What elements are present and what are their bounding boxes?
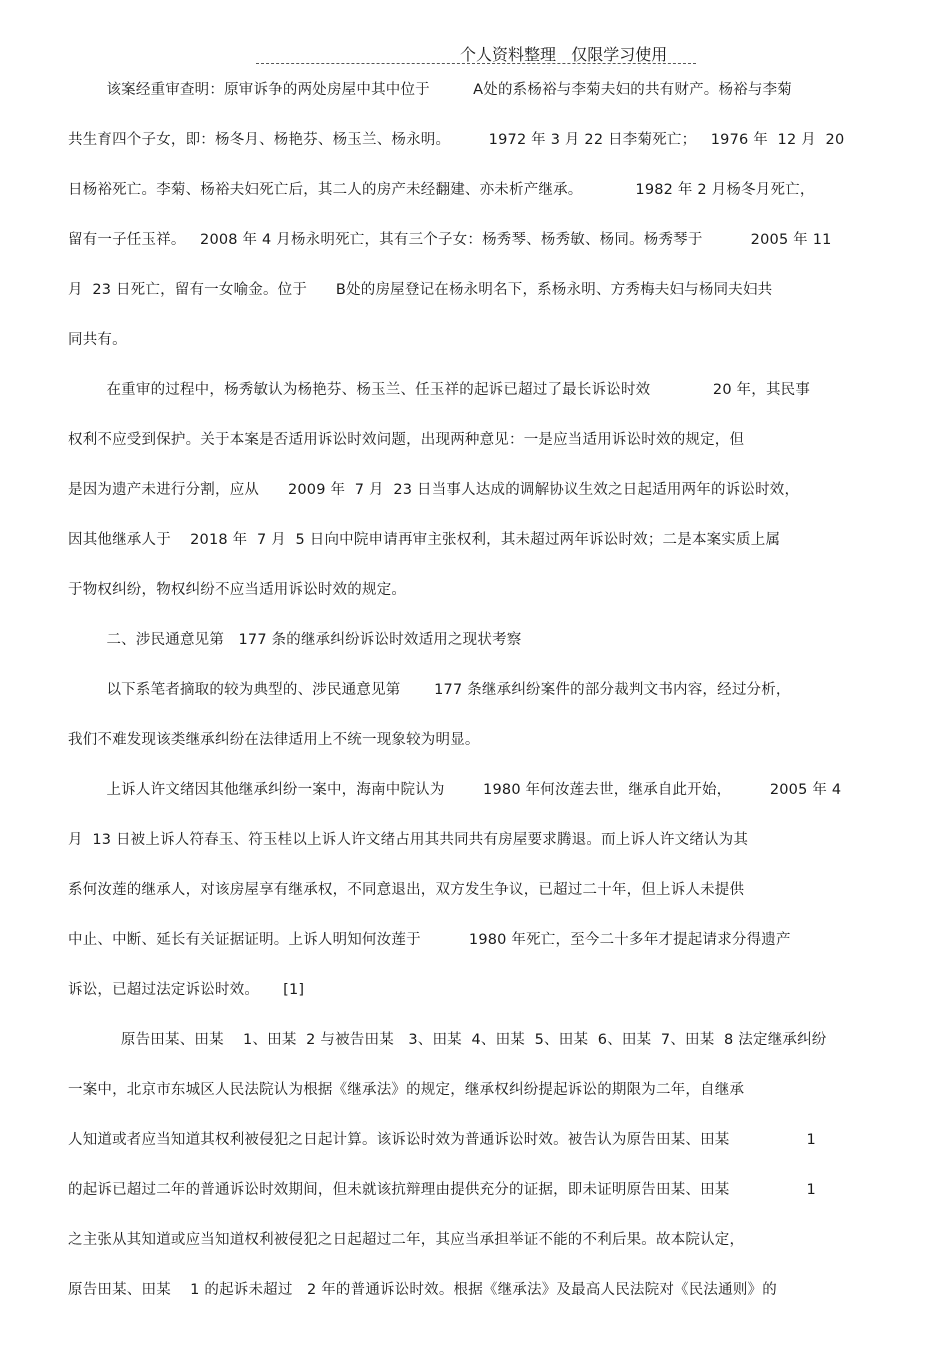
text-line: 因其他继承人于 2018 年 7 月 5 日向中院申请再审主张权利，其未超过两年诉讼时效；二是本案实质上属 <box>68 532 781 548</box>
text-line: 之主张从其知道或应当知道权利被侵犯之日起超过二年，其应当承担举证不能的不利后果。故本院认定， <box>68 1232 745 1248</box>
header-dashed-rule <box>256 63 696 64</box>
text-line: 日杨裕死亡。李菊、杨裕夫妇死亡后，其二人的房产未经翻建、亦未析产继承。 1982 年 2 月杨冬月死亡， <box>68 182 815 198</box>
text-line: 系何汝莲的继承人，对该房屋享有继承权，不同意退出，双方发生争议，已超过二十年，但上诉人未提供 <box>68 882 745 898</box>
text-line: 人知道或者应当知道其权利被侵犯之日起计算。该诉讼时效为普通诉讼时效。被告认为原告田某、田某 1 <box>68 1132 816 1148</box>
text-line: 原告田某、田某 1 的起诉未超过 2 年的普通诉讼时效。根据《继承法》及最高人民法院对《民法通则》的 <box>68 1282 777 1298</box>
text-line: 月 23 日死亡，留有一女喻金。位于 B处的房屋登记在杨永明名下，系杨永明、方秀梅夫妇与杨同夫妇共 <box>68 282 773 298</box>
text-line: 月 13 日被上诉人符春玉、符玉桂以上诉人许文绪占用其共同共有房屋要求腾退。而上诉人许文绪认为其 <box>68 832 749 848</box>
text-line: 该案经重审查明：原审诉争的两处房屋中其中位于 A处的系杨裕与李菊夫妇的共有财产。杨裕与李菊 <box>68 82 792 98</box>
text-line: 中止、中断、延长有关证据证明。上诉人明知何汝莲于 1980 年死亡，至今二十多年才提起请求分得遗产 <box>68 932 791 948</box>
text-line: 是因为遗产未进行分割，应从 2009 年 7 月 23 日当事人达成的调解协议生效之日起适用两年的诉讼时效， <box>68 482 800 498</box>
text-line: 同共有。 <box>68 332 127 348</box>
text-line: 我们不难发现该类继承纠纷在法律适用上不统一现象较为明显。 <box>68 732 480 748</box>
text-line: 于物权纠纷，物权纠纷不应当适用诉讼时效的规定。 <box>68 582 407 598</box>
text-line: 诉讼，已超过法定诉讼时效。 [1] <box>68 982 305 998</box>
text-line: 一案中，北京市东城区人民法院认为根据《继承法》的规定，继承权纠纷提起诉讼的期限为二年，自继承 <box>68 1082 745 1098</box>
page-header: 个人资料整理 仅限学习使用 <box>460 45 668 64</box>
text-line: 的起诉已超过二年的普通诉讼时效期间，但未就该抗辩理由提供充分的证据，即未证明原告田某、田某 1 <box>68 1182 816 1198</box>
text-line: 在重审的过程中，杨秀敏认为杨艳芬、杨玉兰、任玉祥的起诉已超过了最长诉讼时效 20 年，其民事 <box>68 382 811 398</box>
text-line: 上诉人许文绪因其他继承纠纷一案中，海南中院认为 1980 年何汝莲去世，继承自此开始， 2005 年 4 <box>68 782 842 798</box>
section-heading: 二、涉民通意见第 177 条的继承纠纷诉讼时效适用之现状考察 <box>68 632 522 648</box>
text-line: 以下系笔者摘取的较为典型的、涉民通意见第 177 条继承纠纷案件的部分裁判文书内容，经过分析， <box>68 682 791 698</box>
text-line: 共生育四个子女，即：杨冬月、杨艳芬、杨玉兰、杨永明。 1972 年 3 月 22 日李菊死亡； 1976 年 12 月 20 <box>68 132 845 148</box>
text-line: 权利不应受到保护。关于本案是否适用诉讼时效问题，出现两种意见：一是应当适用诉讼时效的规定，但 <box>68 432 745 448</box>
text-line: 原告田某、田某 1、田某 2 与被告田某 3、田某 4、田某 5、田某 6、田某 7、田某 8 法定继承纠纷 <box>68 1032 827 1048</box>
text-line: 留有一子任玉祥。 2008 年 4 月杨永明死亡，其有三个子女：杨秀琴、杨秀敏、杨同。杨秀琴于 2005 年 11 <box>68 232 832 248</box>
